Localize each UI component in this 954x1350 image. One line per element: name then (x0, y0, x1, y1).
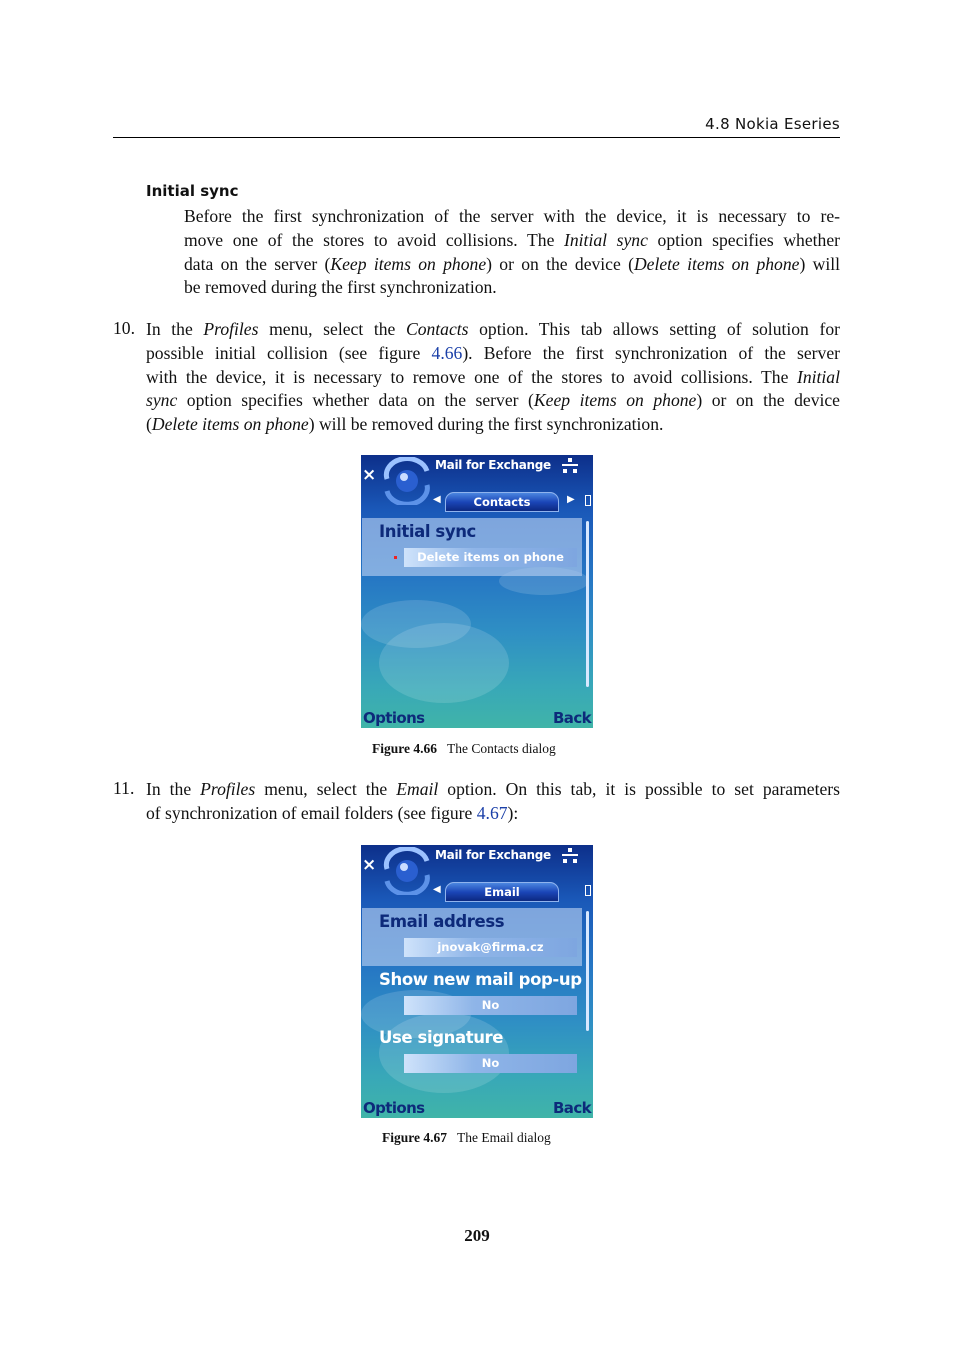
close-icon[interactable]: × (362, 855, 377, 875)
marker-icon (394, 556, 397, 559)
paragraph-line: In the Profiles menu, select the Email option. On this tab, it is possible to set parameters (146, 779, 841, 799)
softkey-bar (361, 1096, 593, 1118)
contacts-dialog-screenshot (361, 455, 593, 728)
tab-email[interactable]: Email (445, 882, 559, 902)
tab-bar (431, 881, 581, 901)
list-item-10 (146, 318, 840, 437)
running-header (113, 113, 840, 138)
paragraph-line: data on the server (Keep items on phone) or on the device (Delete items on phone) will (184, 253, 840, 274)
paragraph-line: Before the first synchronization of the server with the device, it is necessary to re- (184, 206, 840, 226)
setting-label: Initial sync (379, 522, 476, 541)
back-softkey[interactable]: Back (552, 709, 591, 727)
caption-text: The Email dialog (457, 1130, 551, 1145)
options-softkey[interactable]: Options (363, 709, 425, 727)
running-title: 4.8 Nokia Eseries (705, 115, 840, 133)
setting-label: Email address (379, 912, 505, 931)
app-title: Mail for Exchange (435, 848, 551, 862)
setting-label: Use signature (379, 1028, 504, 1047)
caption-number: Figure 4.67 (382, 1130, 447, 1145)
section-paragraph (184, 205, 840, 300)
paragraph-line: In the Profiles menu, select the Contacts option. This tab allows setting of solution for (146, 319, 840, 339)
setting-email-address[interactable] (362, 908, 582, 966)
paragraph-line: move one of the stores to avoid collisions. The Initial sync option specifies whether (184, 229, 840, 250)
figure-caption-4-66 (372, 741, 556, 757)
setting-label: Show new mail pop-up (379, 970, 582, 989)
scrollbar[interactable] (586, 521, 589, 687)
connection-icon (561, 847, 579, 865)
tab-left-arrow-icon[interactable]: ◀ (433, 884, 441, 895)
figure-link-4-67[interactable]: 4.67 (476, 802, 508, 823)
sync-logo-icon (381, 457, 433, 505)
tab-contacts[interactable]: Contacts (445, 492, 559, 512)
term-initial-sync: Initial sync (564, 229, 648, 250)
list-number: 11. (113, 778, 135, 798)
term-keep-items: Keep items on phone (330, 253, 487, 274)
scrollbar[interactable] (586, 911, 589, 1031)
paragraph-line: be removed during the first synchronization. (184, 277, 497, 298)
tab-bar (431, 491, 581, 511)
paragraph-line: sync option specifies whether data on the server (Keep items on phone) or on the device (146, 390, 840, 411)
paragraph-line: (Delete items on phone) will be removed during the first synchronization. (146, 414, 664, 435)
setting-value[interactable]: No (404, 1054, 577, 1073)
page-number: 209 (464, 1226, 490, 1245)
email-dialog-screenshot (361, 845, 593, 1118)
tab-right-arrow-icon[interactable]: ▶ (567, 494, 575, 505)
paragraph-line: of synchronization of email folders (see figure 4.67): (146, 802, 519, 823)
setting-value[interactable]: Delete items on phone (404, 548, 577, 567)
list-item-11 (146, 778, 840, 826)
paragraph-line: with the device, it is necessary to remove one of the stores to avoid collisions. The Initial (146, 366, 840, 387)
close-icon[interactable]: × (362, 465, 377, 485)
back-softkey[interactable]: Back (552, 1099, 591, 1117)
figure-link-4-66[interactable]: 4.66 (431, 342, 463, 363)
setting-initial-sync[interactable] (362, 518, 582, 576)
caption-text: The Contacts dialog (447, 741, 556, 756)
battery-icon (585, 885, 591, 896)
term-delete-items: Delete items on phone (633, 253, 800, 274)
settings-list (362, 518, 582, 576)
battery-icon (585, 495, 591, 506)
connection-icon (561, 457, 579, 475)
setting-use-signature[interactable] (362, 1024, 582, 1082)
options-softkey[interactable]: Options (363, 1099, 425, 1117)
settings-list (362, 908, 582, 1082)
setting-show-new-mail-popup[interactable] (362, 966, 582, 1024)
section-heading: Initial sync (146, 182, 239, 200)
background-bubble (361, 600, 471, 648)
list-number: 10. (113, 318, 135, 338)
figure-caption-4-67 (382, 1130, 551, 1146)
app-title: Mail for Exchange (435, 458, 551, 472)
caption-number: Figure 4.66 (372, 741, 437, 756)
softkey-bar (361, 706, 593, 728)
setting-value[interactable]: jnovak@firma.cz (404, 938, 577, 957)
sync-logo-icon (381, 847, 433, 895)
tab-left-arrow-icon[interactable]: ◀ (433, 494, 441, 505)
paragraph-line: possible initial collision (see figure 4.66). Before the first synchronization of the server (146, 342, 840, 363)
setting-value[interactable]: No (404, 996, 577, 1015)
